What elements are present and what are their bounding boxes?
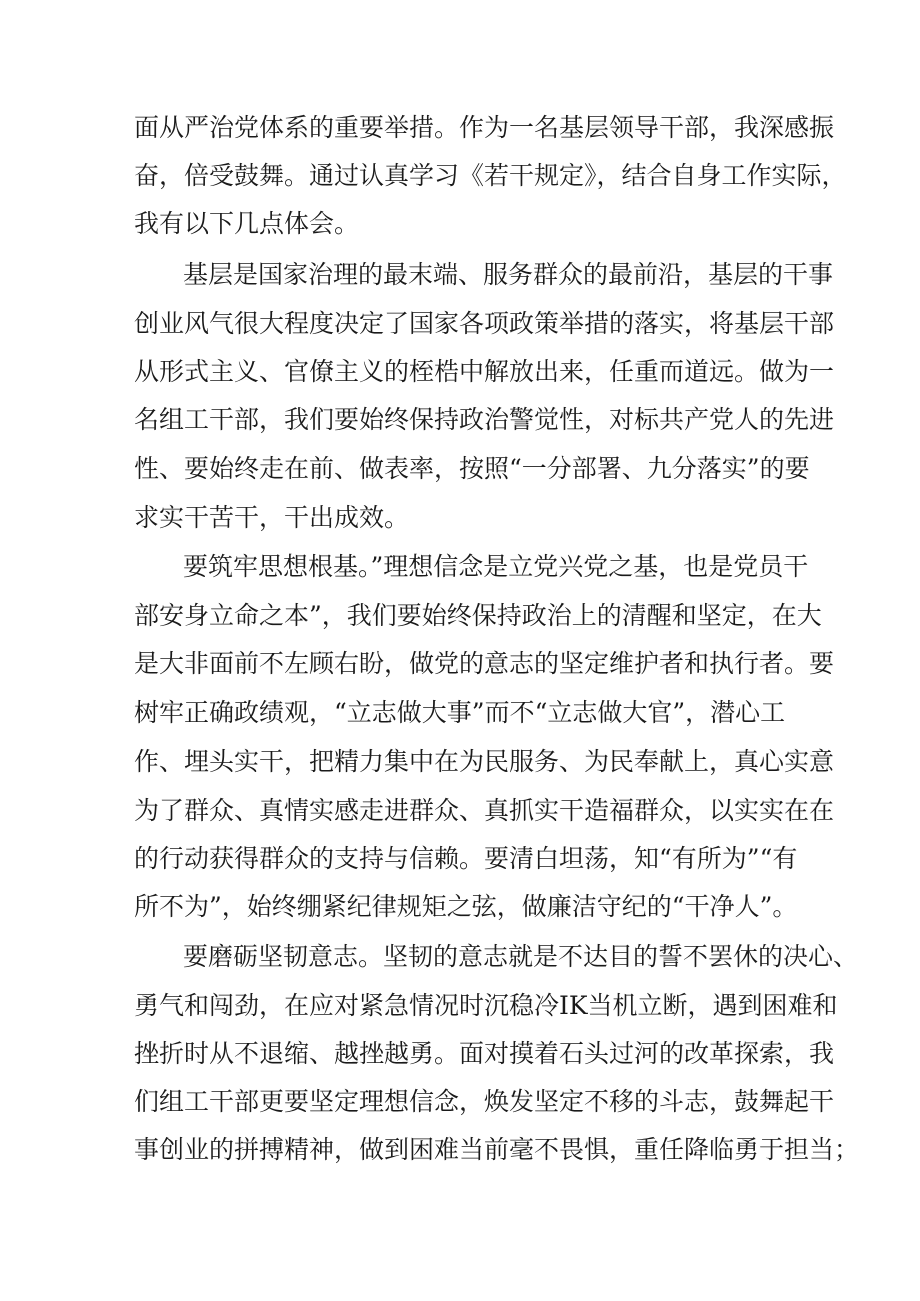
paragraph-2-line-4: 名组工干部，我们要始终保持政治警觉性，对标共产党人的先进 xyxy=(134,405,835,434)
paragraph-4-line-2: 勇气和闯劲，在应对紧急情况时沉稳冷IK当机立断，遇到困难和 xyxy=(134,991,838,1020)
paragraph-3-line-5: 作、埋头实干，把精力集中在为民服务、为民奉献上，真心实意 xyxy=(134,747,835,776)
paragraph-2-line-6: 求实干苦干，干出成效。 xyxy=(134,503,410,532)
paragraph-4-line-1: 要磨砺坚韧意志。坚韧的意志就是不达目的誓不罢休的决心、 xyxy=(183,942,859,971)
paragraph-2-line-2: 创业风气很大程度决定了国家各项政策举措的落实，将基层干部 xyxy=(134,309,835,338)
paragraph-2-line-3: 从形式主义、官僚主义的桎梏中解放出来，任重而道远。做为一 xyxy=(134,357,835,386)
paragraph-3-line-6: 为了群众、真情实感走进群众、真抓实干造福群众，以实实在在 xyxy=(134,796,835,825)
paragraph-1-line-1: 面从严治党体系的重要举措。作为一名基层领导干部，我深感振 xyxy=(134,113,835,142)
paragraph-2-line-5: 性、要始终走在前、做表率，按照“一分部署、九分落实”的要 xyxy=(134,454,810,483)
paragraph-4-line-3: 挫折时从不退缩、越挫越勇。面对摸着石头过河的改革探索，我 xyxy=(134,1039,835,1068)
paragraph-3-line-1: 要筑牢思想根基。”理想信念是立党兴党之基，也是党员干 xyxy=(183,552,809,581)
paragraph-3-line-2: 部安身立命之本”，我们要始终保持政治上的清醒和坚定，在大 xyxy=(134,601,822,630)
paragraph-3-line-8: 所不为”，始终绷紧纪律规矩之弦，做廉洁守纪的“干净人”。 xyxy=(134,892,798,921)
paragraph-3-line-7: 的行动获得群众的支持与信赖。要清白坦荡，知“有所为”“有 xyxy=(134,844,798,873)
paragraph-4-line-5: 事创业的拼搏精神，做到困难当前毫不畏惧，重任降临勇于担当； xyxy=(134,1135,860,1164)
paragraph-3-line-4: 树牢正确政绩观，“立志做大事”而不“立志做大官”，潜心工 xyxy=(134,698,786,727)
paragraph-1-line-3: 我有以下几点体会。 xyxy=(134,209,360,238)
paragraph-4-line-4: 们组工干部更要坚定理想信念，焕发坚定不移的斗志，鼓舞起干 xyxy=(134,1087,835,1116)
paragraph-3-line-3: 是大非面前不左顾右盼，做党的意志的坚定维护者和执行者。要 xyxy=(134,649,835,678)
paragraph-2-line-1: 基层是国家治理的最末端、服务群众的最前沿，基层的干事 xyxy=(183,260,834,289)
paragraph-1-line-2: 奋，倍受鼓舞。通过认真学习《若干规定》，结合自身工作实际， xyxy=(134,161,847,190)
